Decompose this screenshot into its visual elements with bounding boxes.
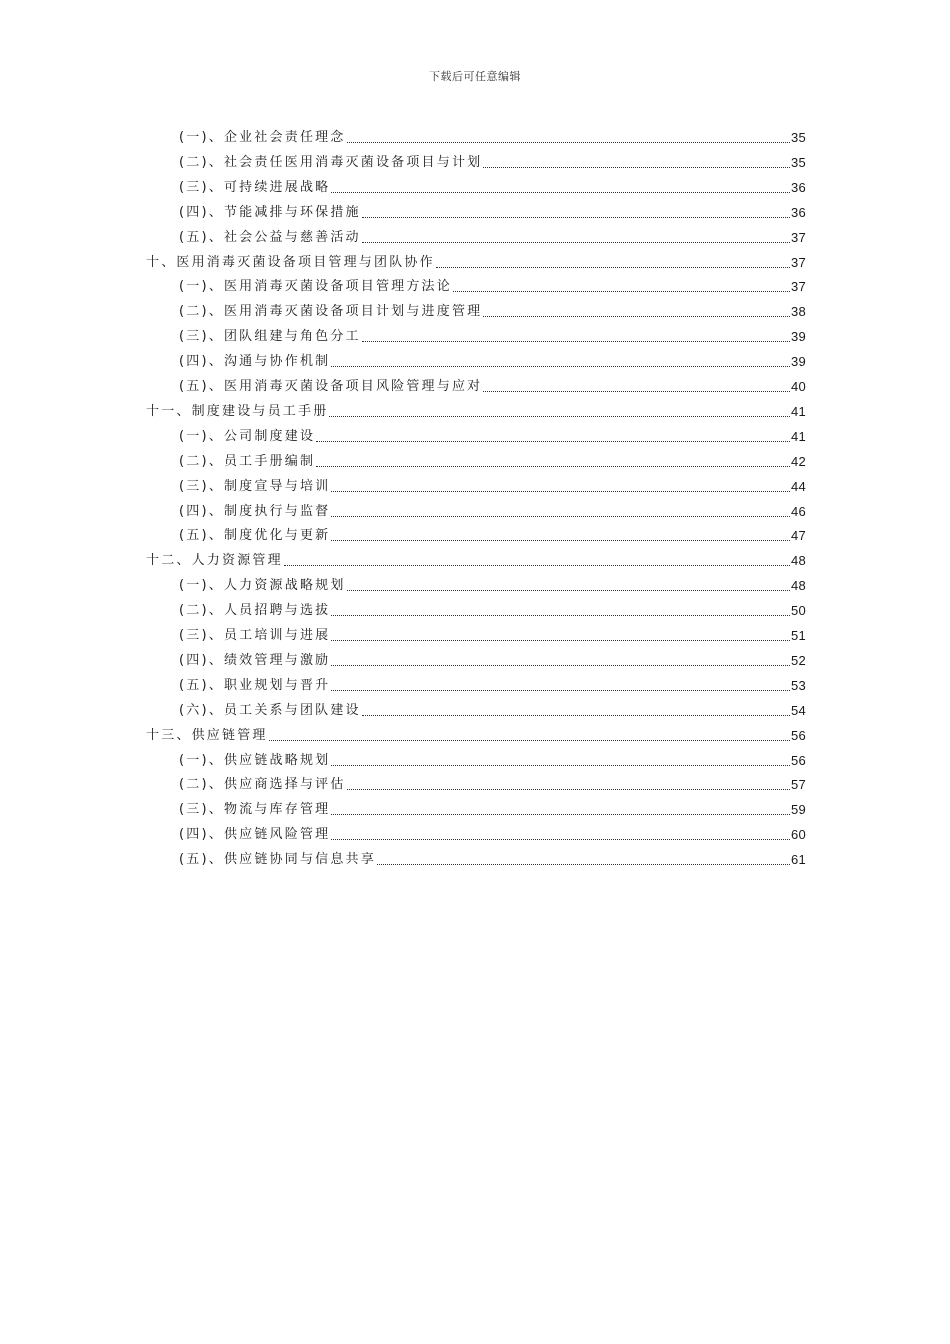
toc-dot-leader [284, 565, 790, 566]
toc-entry-page-number: 36 [790, 179, 806, 195]
toc-entry-title: (四)、供应链风险管理 [179, 827, 331, 843]
toc-entry[interactable] [179, 574, 806, 596]
toc-entry-page-number: 51 [790, 628, 806, 643]
toc-entry-page-number: 39 [790, 354, 806, 370]
toc-entry-title: (二)、人员招聘与选拔 [179, 603, 331, 619]
toc-entry[interactable] [179, 126, 806, 148]
toc-dot-leader [362, 341, 790, 342]
toc-entry[interactable] [179, 848, 806, 870]
toc-dot-leader [331, 615, 790, 616]
page-header: 下载后可任意编辑 [429, 70, 521, 83]
toc-entry-page-number: 48 [790, 578, 806, 594]
toc-entry[interactable] [179, 699, 806, 721]
toc-entry-title: (二)、医用消毒灭菌设备项目计划与进度管理 [179, 304, 483, 320]
toc-entry[interactable] [179, 798, 806, 820]
toc-dot-leader [331, 516, 790, 517]
toc-entry[interactable] [179, 226, 806, 248]
toc-entry[interactable] [179, 201, 806, 223]
toc-entry-title: 十二、人力资源管理 [146, 553, 283, 569]
toc-entry-page-number: 37 [790, 229, 806, 245]
toc-dot-leader [483, 167, 790, 168]
toc-entry-page-number: 61 [790, 852, 806, 868]
toc-entry[interactable] [146, 549, 806, 571]
toc-entry-title: (一)、企业社会责任理念 [179, 130, 346, 145]
toc-entry-page-number: 60 [790, 827, 806, 843]
toc-entry-page-number: 35 [790, 154, 806, 170]
toc-dot-leader [269, 740, 790, 741]
toc-entry[interactable] [179, 375, 806, 397]
toc-entry[interactable] [146, 251, 806, 273]
toc-dot-leader [483, 316, 790, 317]
toc-entry-page-number: 36 [790, 204, 806, 220]
toc-entry[interactable] [179, 524, 806, 546]
toc-dot-leader [483, 391, 790, 392]
toc-dot-leader [331, 540, 790, 541]
toc-entry[interactable] [146, 724, 806, 746]
toc-dot-leader [347, 789, 790, 790]
toc-entry[interactable] [179, 325, 806, 347]
toc-entry-title: (三)、可持续进展战略 [179, 179, 331, 195]
toc-entry[interactable] [179, 649, 806, 671]
toc-entry-page-number: 48 [790, 553, 806, 569]
toc-entry-page-number: 50 [790, 603, 806, 619]
toc-entry[interactable] [179, 624, 806, 646]
toc-dot-leader [331, 665, 790, 666]
toc-entry-title: (一)、人力资源战略规划 [179, 578, 346, 594]
toc-entry-page-number: 42 [790, 453, 806, 469]
toc-entry-title: (五)、制度优化与更新 [179, 528, 331, 544]
toc-dot-leader [436, 267, 790, 268]
toc-entry-title: (三)、制度宣导与培训 [179, 478, 331, 494]
toc-entry-title: (二)、员工手册编制 [179, 453, 316, 469]
toc-dot-leader [331, 839, 790, 840]
toc-entry-page-number: 37 [790, 254, 806, 270]
toc-entry[interactable] [179, 450, 806, 472]
toc-entry[interactable] [179, 599, 806, 621]
toc-entry-title: (三)、物流与库存管理 [179, 802, 331, 818]
toc-entry-page-number: 44 [790, 478, 806, 494]
toc-entry-page-number: 47 [790, 528, 806, 544]
toc-entry[interactable] [179, 151, 806, 173]
toc-entry-title: (四)、沟通与协作机制 [179, 354, 331, 370]
toc-entry-page-number: 56 [790, 727, 806, 743]
toc-dot-leader [347, 590, 790, 591]
toc-entry-page-number: 54 [790, 702, 806, 718]
toc-entry-page-number: 53 [790, 677, 806, 693]
toc-entry-page-number: 56 [790, 752, 806, 768]
toc-entry-page-number: 35 [790, 130, 806, 145]
toc-entry-title: (五)、医用消毒灭菌设备项目风险管理与应对 [179, 379, 483, 394]
toc-entry-title: (四)、制度执行与监督 [179, 503, 331, 519]
toc-entry-title: (一)、供应链战略规划 [179, 752, 331, 768]
toc-entry-title: (五)、社会公益与慈善活动 [179, 229, 361, 245]
toc-entry-title: (二)、供应商选择与评估 [179, 777, 346, 793]
toc-dot-leader [316, 466, 790, 467]
toc-entry-title: (三)、员工培训与进展 [179, 628, 331, 643]
toc-entry-page-number: 59 [790, 802, 806, 818]
toc-dot-leader [331, 814, 790, 815]
toc-entry-title: (六)、员工关系与团队建设 [179, 702, 361, 718]
toc-entry-title: (一)、公司制度建设 [179, 428, 316, 444]
toc-entry-page-number: 38 [790, 304, 806, 320]
toc-entry-page-number: 57 [790, 777, 806, 793]
toc-entry[interactable] [179, 275, 806, 297]
toc-entry-title: 十、医用消毒灭菌设备项目管理与团队协作 [146, 254, 435, 270]
toc-dot-leader [331, 690, 790, 691]
toc-entry[interactable] [179, 425, 806, 447]
toc-entry[interactable] [179, 500, 806, 522]
toc-entry-title: (五)、供应链协同与信息共享 [179, 852, 376, 868]
toc-entry-title: (四)、节能减排与环保措施 [179, 204, 361, 220]
toc-entry-page-number: 52 [790, 652, 806, 668]
toc-entry-title: (四)、绩效管理与激励 [179, 652, 331, 668]
toc-entry[interactable] [146, 400, 806, 422]
toc-entry[interactable] [179, 176, 806, 198]
toc-dot-leader [362, 242, 790, 243]
toc-entry-page-number: 46 [790, 503, 806, 519]
toc-entry[interactable] [179, 823, 806, 845]
toc-entry[interactable] [179, 674, 806, 696]
toc-dot-leader [331, 640, 790, 641]
toc-entry-title: (三)、团队组建与角色分工 [179, 329, 361, 345]
toc-dot-leader [331, 765, 790, 766]
toc-dot-leader [331, 491, 790, 492]
toc-entry-page-number: 39 [790, 329, 806, 345]
toc-entry-page-number: 40 [790, 379, 806, 394]
toc-entry-page-number: 41 [790, 403, 806, 419]
toc-entry-title: (五)、职业规划与晋升 [179, 677, 331, 693]
toc-dot-leader [362, 715, 790, 716]
toc-entry-page-number: 37 [790, 279, 806, 295]
toc-entry-page-number: 41 [790, 428, 806, 444]
toc-entry[interactable] [179, 475, 806, 497]
toc-entry-title: 十三、供应链管理 [146, 727, 268, 743]
toc-entry[interactable] [179, 350, 806, 372]
toc-entry-title: 十一、制度建设与员工手册 [146, 403, 329, 419]
toc-dot-leader [331, 192, 790, 193]
toc-dot-leader [329, 416, 790, 417]
toc-entry[interactable] [179, 749, 806, 771]
toc-dot-leader [316, 441, 790, 442]
toc-dot-leader [347, 142, 790, 143]
toc-entry[interactable] [179, 773, 806, 795]
toc-entry-title: (二)、社会责任医用消毒灭菌设备项目与计划 [179, 154, 483, 170]
toc-entry[interactable] [179, 300, 806, 322]
toc-dot-leader [377, 864, 790, 865]
toc-dot-leader [331, 366, 790, 367]
toc-dot-leader [362, 217, 790, 218]
toc-entry-title: (一)、医用消毒灭菌设备项目管理方法论 [179, 279, 452, 295]
toc-dot-leader [453, 291, 790, 292]
